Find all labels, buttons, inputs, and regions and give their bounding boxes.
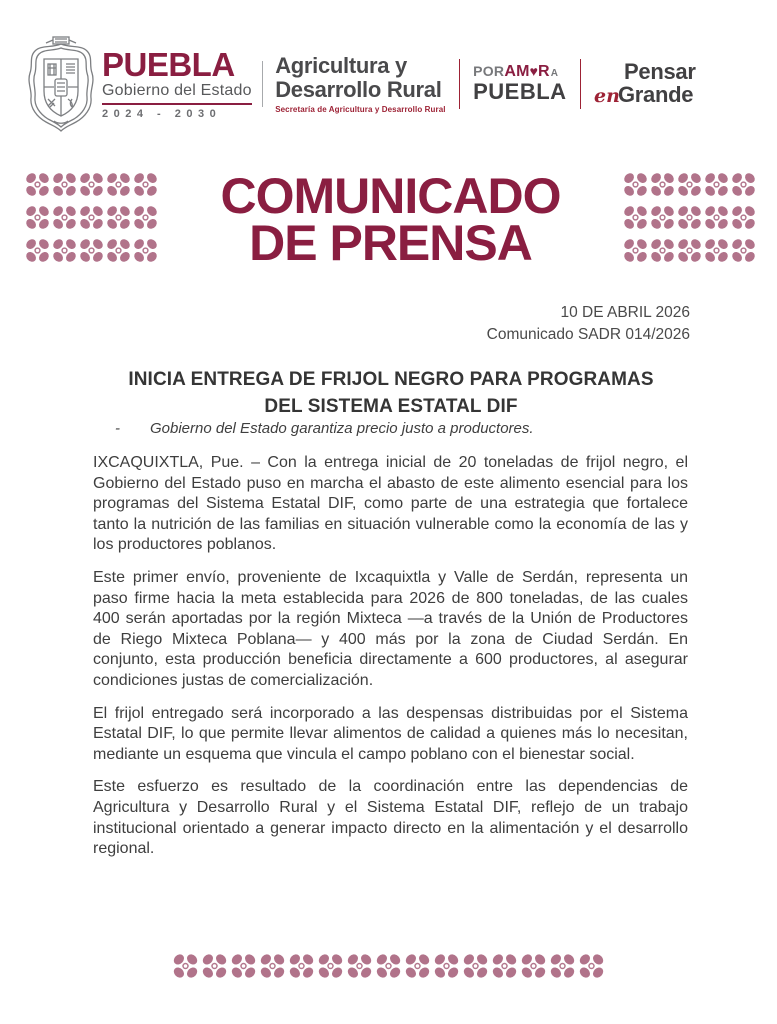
agriculture-department-logo — [275, 54, 445, 113]
subheadline-text: Gobierno del Estado garantiza precio justo a productores. — [150, 420, 534, 437]
pensar-label: Pensar — [624, 59, 696, 85]
a-label: A — [550, 68, 558, 80]
logo-divider — [262, 61, 264, 107]
heart-icon: ♥ — [529, 63, 538, 80]
page-title — [159, 168, 622, 271]
paragraph: Este primer envío, proveniente de Ixcaquixtla y Valle de Serdán, representa un paso firme hacia la meta establecida para 2026 de 800 toneladas, de las cuales 400 serán aportadas por la región Mixteca —a través de la Unión de Productores de Riego Mixteca Poblana— y 400 más por la zona de Ciudad Serdán. En conjunto, esta producción beneficia directamente a 600 productores, al asegurar condiciones justas de comercialización. — [93, 568, 688, 689]
pensar-en-grande-logo — [594, 61, 696, 107]
paragraph: El frijol entregado será incorporado a las despensas distribuidas por el Sistema Estatal DIF, lo que permite llevar alimentos de calidad a quienes más lo necesitan, mediante un esquema que vincula el campo poblano con el bienestar social. — [93, 704, 688, 763]
puebla-wordmark: PUEBLA — [102, 45, 235, 83]
page-title-line2: DE PRENSA — [249, 215, 532, 271]
paragraph: Este esfuerzo es resultado de la coordinación entre las dependencias de Agricultura y Desarrollo Rural y el Sistema Estatal DIF, reflejo de un trabajo institucional orientado a generar impacto directo en la alimentación y el desarrollo regional. — [93, 778, 688, 858]
por-amor-line — [473, 64, 566, 80]
por-label: POR — [473, 63, 505, 80]
paragraph: IXCAQUIXTLA, Pue. – Con la entrega inicial de 20 toneladas de frijol negro, el Gobierno del Estado puso en marcha el abasto de este alimento esencial para los programas del Sistema Estatal DIF, como parte de una estrategia que fortalece tanto la nutrición de las familias en situación vulnerable como la economía de las y los productores poblanos. — [93, 454, 688, 554]
headline — [80, 366, 702, 420]
textile-pattern-footer-icon — [171, 951, 606, 981]
grande-label: Grande — [617, 82, 694, 108]
puebla-coat-of-arms-icon — [24, 35, 98, 133]
press-title-band — [24, 168, 757, 271]
en-script-label: en — [594, 85, 620, 108]
subheadline — [115, 420, 690, 437]
release-number: Comunicado SADR 014/2026 — [486, 326, 690, 343]
secretaria-label: Secretaría de Agricultura y Desarrollo Rural — [275, 104, 446, 114]
release-date: 10 DE ABRIL 2026 — [560, 304, 690, 321]
page-title-line1: COMUNICADO — [220, 168, 561, 224]
en-grande-line — [594, 83, 696, 107]
puebla-state-logo — [102, 45, 252, 121]
puebla-logo-rule — [102, 103, 252, 106]
amor-label-pre: AM — [504, 63, 530, 81]
por-amor-a-puebla-logo — [473, 64, 566, 103]
release-meta — [93, 302, 690, 346]
logo-divider — [580, 59, 582, 109]
amor-label-post: R — [537, 63, 550, 81]
body-text — [93, 453, 688, 872]
administration-period: 2024 - 2030 — [102, 108, 222, 121]
agriculture-wordmark-line1: Agricultura y — [275, 53, 407, 79]
agriculture-wordmark-line2: Desarrollo Rural — [275, 76, 442, 102]
subheadline-dash: - — [115, 420, 120, 437]
textile-pattern-left-icon — [24, 168, 159, 267]
footer-pattern-band — [0, 951, 777, 986]
headline-line2: DEL SISTEMA ESTATAL DIF — [264, 396, 518, 417]
headline-line1: INICIA ENTREGA DE FRIJOL NEGRO PARA PROGRAMAS — [128, 369, 654, 390]
logo-divider — [459, 59, 461, 109]
amor-puebla-wordmark: PUEBLA — [473, 79, 567, 105]
gobierno-del-estado-label: Gobierno del Estado — [102, 81, 252, 99]
textile-pattern-right-icon — [622, 168, 757, 267]
government-logo-bar — [24, 30, 759, 138]
